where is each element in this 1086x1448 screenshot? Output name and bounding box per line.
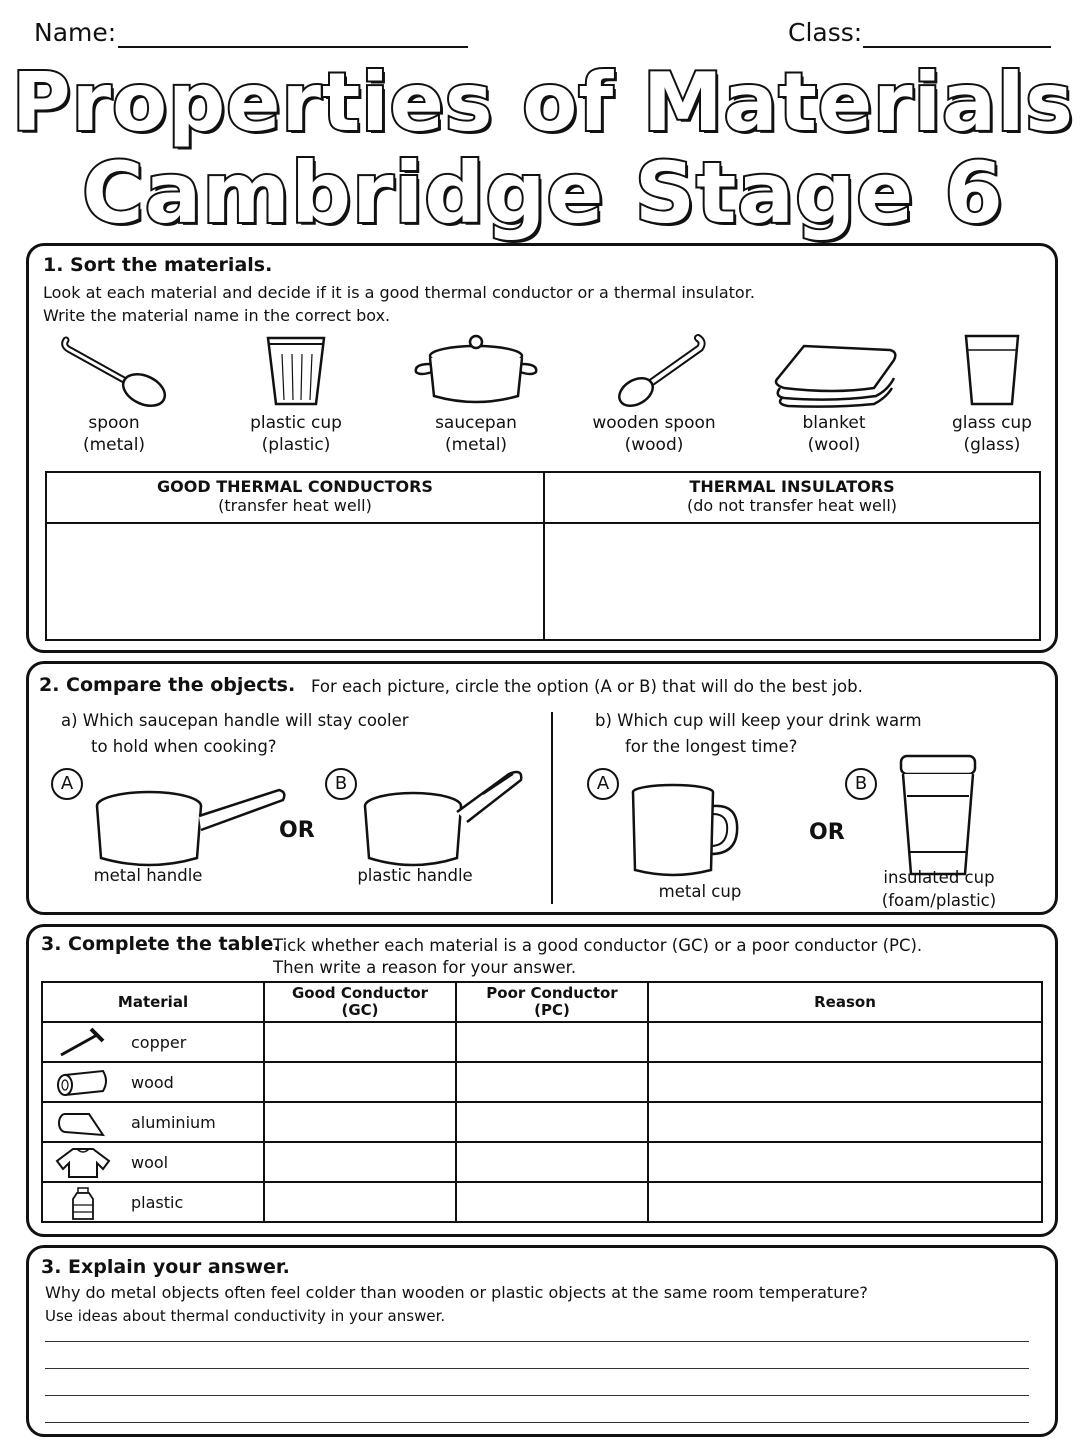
table-row — [42, 1022, 1042, 1062]
question-a-line1: a) Which saucepan handle will stay cooler — [61, 711, 409, 730]
insulated-cup-icon[interactable] — [893, 752, 983, 880]
section-explain-answer — [26, 1245, 1058, 1437]
section-complete-table — [26, 924, 1058, 1237]
insulators-header — [545, 473, 1039, 524]
material-label: plastic — [131, 1193, 184, 1212]
glass-cup-icon — [932, 332, 1052, 408]
wood-log-icon — [53, 1067, 113, 1099]
class-label: Class: — [788, 18, 863, 47]
material-item — [39, 332, 189, 456]
section1-instruction1: Look at each material and decide if it is a good thermal conductor or a thermal insulator. — [43, 283, 755, 302]
material-name: plastic cup — [250, 413, 342, 433]
conductors-column — [47, 473, 543, 639]
pc-tick-cell[interactable] — [456, 1062, 648, 1102]
material-item — [759, 332, 909, 456]
wooden-spoon-icon — [594, 332, 714, 408]
question-b-line1: b) Which cup will keep your drink warm — [595, 711, 922, 730]
material-item — [917, 332, 1067, 456]
saucepan-icon — [406, 332, 546, 408]
or-label: OR — [279, 818, 315, 843]
col-pc-line2: (PC) — [534, 1001, 570, 1019]
materials-row — [49, 332, 1039, 462]
gc-tick-cell[interactable] — [264, 1022, 456, 1062]
material-name: blanket — [802, 413, 866, 433]
col-poor-conductor — [456, 982, 648, 1022]
reason-cell[interactable] — [648, 1062, 1042, 1102]
answer-line[interactable] — [45, 1395, 1029, 1396]
option-a-circle[interactable]: A — [587, 768, 619, 800]
material-item — [401, 332, 551, 456]
insulators-column — [543, 473, 1039, 639]
copper-nail-icon — [53, 1027, 113, 1059]
reason-cell[interactable] — [648, 1022, 1042, 1062]
table-row — [42, 1102, 1042, 1142]
aluminium-foil-icon — [53, 1107, 113, 1139]
metal-handle-saucepan-icon[interactable] — [89, 776, 289, 876]
section2-heading: 2. Compare the objects. — [39, 674, 296, 696]
material-type: (metal) — [82, 435, 146, 455]
gc-tick-cell[interactable] — [264, 1102, 456, 1142]
page-title-line2: Cambridge Stage 6 — [82, 144, 1004, 242]
material-type: (metal) — [444, 435, 508, 455]
materials-table — [41, 981, 1043, 1223]
option-b-caption-line1: insulated cup — [883, 868, 995, 887]
option-a-caption: metal handle — [93, 866, 203, 885]
table-row — [42, 1182, 1042, 1222]
pc-tick-cell[interactable] — [456, 1022, 648, 1062]
conductors-answer-box[interactable] — [47, 524, 543, 637]
reason-cell[interactable] — [648, 1142, 1042, 1182]
metal-cup-icon[interactable] — [627, 782, 747, 882]
insulators-subtitle: (do not transfer heat well) — [686, 496, 898, 515]
reason-cell[interactable] — [648, 1182, 1042, 1222]
section2-instruction: For each picture, circle the option (A or B) that will do the best job. — [311, 677, 863, 696]
plastic-cup-icon — [236, 332, 356, 408]
option-b-circle[interactable]: B — [325, 768, 357, 800]
col-material: Material — [42, 982, 264, 1022]
section1-heading: 1. Sort the materials. — [43, 254, 273, 276]
material-name: glass cup — [952, 413, 1032, 433]
section-sort-materials — [26, 243, 1058, 653]
section3-heading: 3. Complete the table. — [41, 933, 281, 955]
material-cell — [42, 1022, 264, 1062]
section4-hint: Use ideas about thermal conductivity in your answer. — [45, 1307, 446, 1325]
material-name: spoon — [88, 413, 140, 433]
conductors-header — [47, 473, 543, 524]
material-label: aluminium — [131, 1113, 216, 1132]
option-a-circle[interactable]: A — [51, 768, 83, 800]
question-b — [559, 708, 1059, 908]
blanket-icon — [764, 332, 904, 408]
gc-tick-cell[interactable] — [264, 1182, 456, 1222]
material-type: (wool) — [807, 435, 861, 455]
material-type: (wood) — [624, 435, 684, 455]
or-label: OR — [809, 820, 845, 845]
section1-instruction2: Write the material name in the correct box. — [43, 306, 391, 325]
class-field[interactable] — [863, 46, 1051, 48]
pc-tick-cell[interactable] — [456, 1142, 648, 1182]
answer-line[interactable] — [45, 1341, 1029, 1342]
pc-tick-cell[interactable] — [456, 1182, 648, 1222]
table-row — [42, 1062, 1042, 1102]
option-a-caption: metal cup — [658, 882, 742, 901]
material-type: (glass) — [963, 435, 1021, 455]
plastic-bottle-icon — [53, 1187, 113, 1221]
section4-heading: 3. Explain your answer. — [41, 1256, 290, 1278]
page-title-line1: Properties of Materials — [11, 56, 1075, 149]
question-a-line2: to hold when cooking? — [91, 737, 277, 756]
section-compare-objects — [26, 661, 1058, 915]
table-row — [42, 1142, 1042, 1182]
col-good-conductor — [264, 982, 456, 1022]
section3-instruction2: Then write a reason for your answer. — [273, 958, 577, 977]
insulators-title: THERMAL INSULATORS — [689, 477, 895, 496]
header-row — [34, 14, 1052, 54]
material-label: wood — [131, 1073, 174, 1092]
question-a — [29, 708, 549, 908]
wool-jumper-icon — [53, 1147, 113, 1179]
section4-question: Why do metal objects often feel colder than wooden or plastic objects at the same room temperature? — [45, 1283, 868, 1302]
conductors-title: GOOD THERMAL CONDUCTORS — [157, 477, 433, 496]
option-b-caption-line2: (foam/plastic) — [881, 891, 997, 910]
conductors-subtitle: (transfer heat well) — [218, 496, 372, 515]
col-pc-line1: Poor Conductor — [486, 984, 618, 1002]
gc-tick-cell[interactable] — [264, 1062, 456, 1102]
option-b-circle[interactable]: B — [845, 768, 877, 800]
option-b-caption: plastic handle — [357, 866, 473, 885]
insulators-answer-box[interactable] — [545, 524, 1039, 637]
col-reason: Reason — [648, 982, 1042, 1022]
name-field[interactable] — [118, 46, 468, 48]
compare-divider — [551, 712, 553, 904]
question-b-line2: for the longest time? — [625, 737, 798, 756]
material-cell — [42, 1142, 264, 1182]
sort-table — [45, 471, 1041, 641]
plastic-handle-saucepan-icon[interactable] — [359, 760, 529, 876]
material-name: saucepan — [435, 413, 517, 433]
material-item — [579, 332, 729, 456]
reason-cell[interactable] — [648, 1102, 1042, 1142]
material-type: (plastic) — [261, 435, 331, 455]
gc-tick-cell[interactable] — [264, 1142, 456, 1182]
table-header-row — [42, 982, 1042, 1022]
col-gc-line2: (GC) — [341, 1001, 379, 1019]
material-cell — [42, 1102, 264, 1142]
answer-line[interactable] — [45, 1368, 1029, 1369]
pc-tick-cell[interactable] — [456, 1102, 648, 1142]
section3-instruction1: Tick whether each material is a good conductor (GC) or a poor conductor (PC). — [273, 936, 923, 955]
material-item — [221, 332, 371, 456]
material-name: wooden spoon — [592, 413, 716, 433]
col-gc-line1: Good Conductor — [291, 984, 429, 1002]
material-cell — [42, 1062, 264, 1102]
name-label: Name: — [34, 18, 117, 47]
metal-spoon-icon — [54, 332, 174, 408]
answer-line[interactable] — [45, 1422, 1029, 1423]
material-cell — [42, 1182, 264, 1222]
material-label: wool — [131, 1153, 169, 1172]
material-label: copper — [131, 1033, 187, 1052]
